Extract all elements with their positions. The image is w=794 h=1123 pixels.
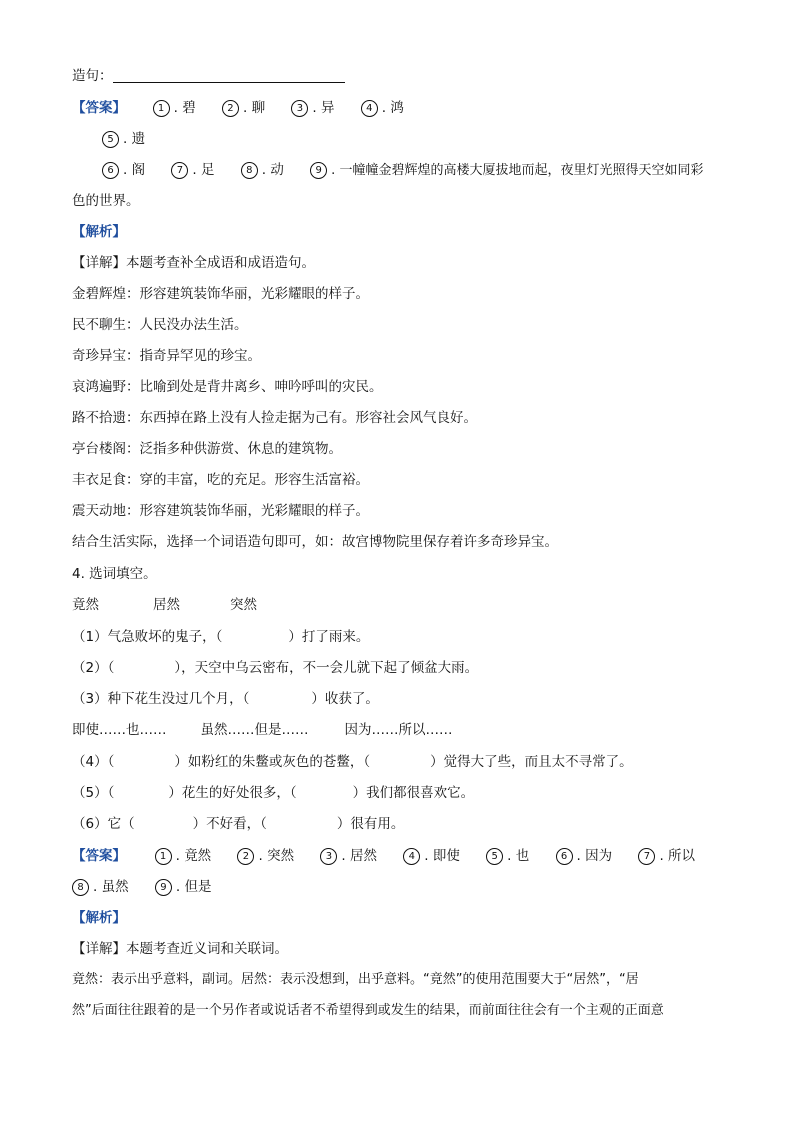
- paragraph-line: 竟然：表示出乎意料，副词。居然：表示没想到，出乎意料。“竟然”的使用范围要大于“居然”，“居: [72, 972, 639, 987]
- answer-item: 8 . 动: [241, 160, 284, 180]
- fill-item: （3）种下花生没过几个月，（ ）收获了。: [72, 691, 379, 707]
- word-bank-1: [72, 595, 257, 615]
- question-4-title: 4. 选词填空。: [72, 566, 157, 582]
- word-bank-item: 虽然……但是……: [200, 722, 309, 738]
- answer-item: 1 . 竟然: [155, 846, 212, 866]
- paragraph-line: 然”后面往往跟着的是一个另作者或说话者不希望得到或发生的结果，而前面往往会有一个主观的正面意: [72, 1003, 664, 1018]
- explanation-line: 震天动地：形容建筑装饰华丽，光彩耀眼的样子。: [72, 503, 369, 519]
- answer-item: 8 . 虽然: [72, 877, 129, 897]
- analysis-tag: 【解析】: [72, 910, 126, 926]
- fill-item: （5）（ ）花生的好处很多，（ ）我们都很喜欢它。: [72, 785, 475, 801]
- word-bank-item: 突然: [230, 597, 257, 613]
- answer-tag: 【答案】: [72, 100, 126, 116]
- explanation-line: 亭台楼阁：泛指多种供游赏、休息的建筑物。: [72, 441, 342, 457]
- explanation-line: 结合生活实际，选择一个词语造句即可，如：故宫博物院里保存着许多奇珍异宝。: [72, 534, 558, 550]
- answer-item: 6 . 因为: [556, 846, 613, 866]
- word-bank-item: 竟然: [72, 597, 99, 613]
- answer-item: 2 . 聊: [222, 98, 265, 118]
- answer-item: 2 . 突然: [237, 846, 294, 866]
- explanation-line: 哀鸿遍野：比喻到处是背井离乡、呻吟呼叫的灾民。: [72, 379, 383, 395]
- answer-item: 7 . 足: [171, 160, 214, 180]
- fill-item: （1）气急败坏的鬼子，（ ）打了雨来。: [72, 629, 370, 645]
- sentence-blank[interactable]: [113, 68, 345, 83]
- fill-item: （4）（ ）如粉红的朱鳖或灰色的苍鳖，（ ）觉得大了些，而且太不寻常了。: [72, 754, 633, 770]
- explanation-line: 丰衣足食：穿的丰富，吃的充足。形容生活富裕。: [72, 472, 369, 488]
- sentence-line: [72, 66, 345, 86]
- q3-answer-row-1: [72, 98, 426, 118]
- answer-item: 6 . 阁: [102, 160, 145, 180]
- q4-answer-row-2: [72, 877, 233, 897]
- q4-answer-row-1: [72, 846, 695, 866]
- explanation-line: 奇珍异宝：指奇异罕见的珍宝。: [72, 348, 261, 364]
- fill-item: （6）它（ ）不好看，（ ）很有用。: [72, 816, 405, 832]
- answer-item: 9 . 但是: [155, 877, 212, 897]
- q3-answer-row-2: [102, 129, 167, 149]
- answer-item: 4 . 鸿: [361, 98, 404, 118]
- word-bank-item: 居然: [153, 597, 180, 613]
- answer-item: 1 . 碧: [153, 98, 196, 118]
- explanation-line: 民不聊生：人民没办法生活。: [72, 317, 248, 333]
- answer-item: 5 . 遗: [102, 129, 145, 149]
- explanation-line: 路不拾遗：东西掉在路上没有人捡走据为己有。形容社会风气良好。: [72, 410, 477, 426]
- analysis-tag: 【解析】: [72, 224, 126, 240]
- answer-item: 7 . 所以: [638, 848, 695, 864]
- word-bank-item: 即使……也……: [72, 722, 167, 738]
- detail-line: 【详解】本题考查近义词和关联词。: [72, 941, 288, 957]
- fill-item: （2）（ ），天空中乌云密布，不一会儿就下起了倾盆大雨。: [72, 660, 479, 676]
- q3-answer-row-3: [102, 160, 703, 180]
- word-bank-2: [72, 720, 453, 740]
- explanation-line: 金碧辉煌：形容建筑装饰华丽，光彩耀眼的样子。: [72, 286, 369, 302]
- answer-item: 3 . 异: [291, 98, 334, 118]
- answer-item: 3 . 居然: [320, 846, 377, 866]
- answer9-cont: 色的世界。: [72, 193, 140, 209]
- answer-item: 9 . 一幢幢金碧辉煌的高楼大厦拔地而起，夜里灯光照得天空如同彩: [310, 163, 703, 178]
- answer-tag: 【答案】: [72, 848, 126, 864]
- detail-line: 【详解】本题考查补全成语和成语造句。: [72, 255, 315, 271]
- answer-item: 4 . 即使: [403, 846, 460, 866]
- answer-item: 5 . 也: [486, 846, 529, 866]
- sentence-label: 造句：: [72, 68, 113, 84]
- word-bank-item: 因为……所以……: [344, 722, 453, 738]
